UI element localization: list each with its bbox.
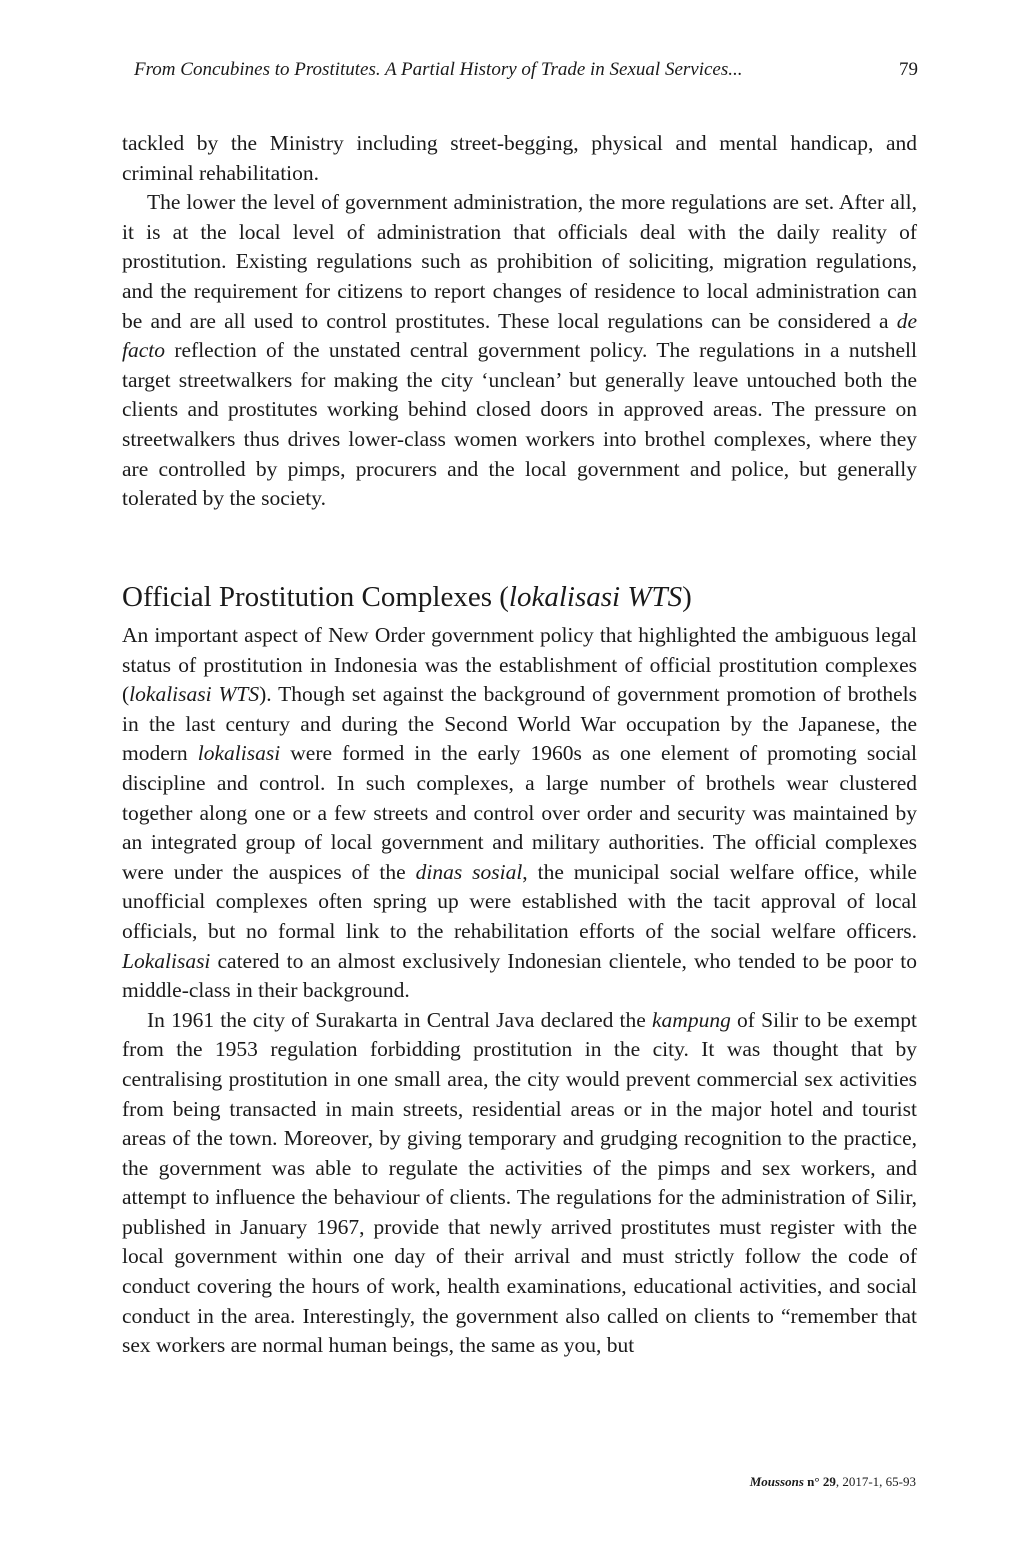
text-block-top (122, 129, 917, 514)
heading-text: ) (682, 581, 692, 613)
journal-name: Moussons (749, 1474, 804, 1489)
paragraph-text: catered to an almost exclusively Indonesian clientele, who tended to be poor to middle-class in their background. (122, 948, 917, 1003)
paragraph-text: The lower the level of government administration, the more regulations are set. After all, it is at the local level of administration that officials deal with the daily reality of prostitution. Existing regulations such as prohibition of soliciting, migration regulations, and the requirement for citizens to report changes of residence to local administration can be and are all used to control prostitutes. These local regulations can be considered a (122, 190, 917, 333)
paragraph-text: of Silir to be exempt from the 1953 regulation forbidding prostitution in the city. It was thought that by centralising prostitution in one small area, the city would prevent commercial sex activities from being transacted in main streets, residential areas or in the major hotel and tourist areas of the town. Moreover, by giving temporary and grudging recognition to the practice, the government was able to regulate the activities of the pimps and sex workers, and attempt to influence the behaviour of clients. The regulations for the administration of Silir, published in January 1967, provide that newly arrived prostitutes must register with the local government within one day of their arrival and must strictly follow the code of conduct covering the hours of work, health examinations, educational activities, and social conduct in the area. Interestingly, the government also called on clients to “remember that sex workers are normal human beings, the same as you, but (122, 1007, 918, 1358)
paragraph-text: were formed in the early 1960s as one element of promoting social discipline and control. In such complexes, a large number of brothels wear clustered together along one or a few streets and control over order and security was maintained by an integrated group of local government and military authorities. The official complexes were under the auspices of the (122, 741, 917, 884)
page-number: 79 (899, 59, 918, 80)
heading-italic: lokalisasi WTS (508, 581, 683, 613)
italic-term: dinas sosial (415, 859, 523, 884)
journal-details: , 2017-1, 65-93 (835, 1474, 916, 1489)
italic-term: de facto (122, 308, 917, 363)
italic-term: lokalisasi (197, 741, 281, 766)
paragraph-text: ). Though set against the background of government promotion of brothels in the last century and during the Second World War occupation by the Japanese, the modern (122, 682, 917, 766)
paragraph-text: tackled by the Ministry including street-begging, physical and mental handicap, and criminal rehabilitation. (122, 131, 917, 185)
journal-issue: n° 29 (807, 1474, 836, 1489)
paragraph (122, 129, 917, 188)
heading-text: Official Prostitution Complexes ( (122, 581, 509, 613)
paragraph-text: In 1961 the city of Surakarta in Central Java declared the (147, 1007, 653, 1032)
paragraph (122, 1006, 917, 1361)
italic-term: Lokalisasi (122, 948, 211, 973)
paragraph (122, 188, 917, 514)
running-head-title: From Concubines to Prostitutes. A Partial History of Trade in Sexual Services... (134, 59, 743, 80)
italic-term: kampung (652, 1007, 731, 1032)
paragraph-text: An important aspect of New Order government policy that highlighted the ambiguous legal status of prostitution in Indonesia was the establishment of official prostitution complexes ( (122, 623, 917, 707)
section-heading (122, 578, 917, 616)
text-block-section (122, 621, 917, 1361)
italic-term: lokalisasi WTS (129, 682, 260, 707)
page-footer (750, 1473, 916, 1491)
paragraph-text: , the municipal social welfare office, while unofficial complexes often spring up were established with the tacit approval of local officials, but no formal link to the rehabilitation efforts of the social welfare officers. (122, 859, 917, 943)
paragraph (122, 621, 917, 1006)
paragraph-text: reflection of the unstated central government policy. The regulations in a nutshell target streetwalkers for making the city ‘unclean’ but generally leave untouched both the clients and prostitutes working behind closed doors in approved areas. The pressure on streetwalkers thus drives lower-class women workers into brothel complexes, where they are controlled by pimps, procurers and the local government and police, but generally tolerated by the society. (122, 338, 917, 511)
